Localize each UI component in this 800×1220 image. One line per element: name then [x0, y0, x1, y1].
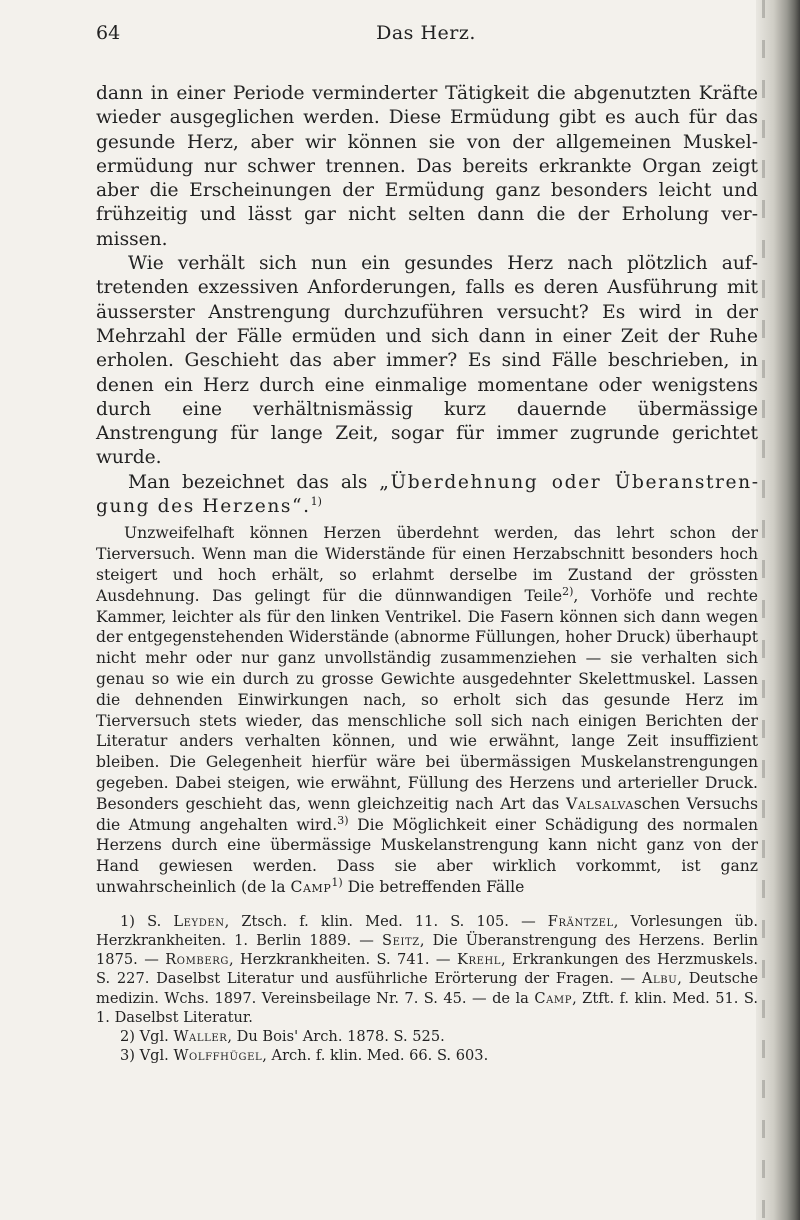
footnotes	[96, 912, 758, 1066]
author-krehl: Krehl	[456, 951, 502, 969]
author-valsalva: Valsalva	[565, 794, 634, 813]
fn3-text-a: 3) Vgl.	[120, 1047, 174, 1065]
fn1-text-b: , Ztsch. f. klin. Med. 11. S. 105. —	[224, 912, 548, 930]
small-text-1: Unzweifelhaft können Herzen überdehnt werden, das lehrt schon der Tierversuch. Wenn man die Widerstände für einen Herzabschnitt besonders hoch steigert und hoch erhält, so erlahmt derselbe im Zustand der grössten Ausdehnung. Das gelingt für die dünnwandigen Teile	[96, 524, 758, 605]
footnote-ref-2: 2)	[562, 584, 574, 598]
fn1-text-f: , Erkrankungen des Herzmuskels. S. 227. Daselbst Literatur und ausführliche Erörterung der Fragen. —	[96, 951, 758, 988]
small-text-2: , Vorhöfe und rechte Kammer, leichter als für den linken Ventrikel. Die Fasern können sich dann wegen der entgegenstehenden Widerstände (abnorme Füllungen, hoher Druck) überhaupt nicht mehr oder nur ganz unvollständig zusammenziehen — sie verhalten sich genau so wie ein durch zu grosse Gewichte ausgedehnter Skelettmuskel. Lassen die dehnenden Einwirkungen nach, so erholt sich das gesunde Herz im Tierversuch stets wieder, das menschliche soll sich nach einigen Berichten der Literatur anders verhalten können, und wie erwähnt, lange Zeit insuffizient bleiben. Die Gelegenheit hierfür wäre bei übermässigen Muskelanstrengungen gegeben. Dabei steigen, wie erwähnt, Füllung des Herzens und arterieller Druck. Besonders geschieht das, wenn gleichzeitig nach Art das	[96, 586, 759, 813]
author-romberg: Romberg	[165, 951, 229, 969]
author-albu: Albu	[641, 970, 678, 988]
page-number: 64	[96, 22, 121, 44]
paragraph-1: dann in einer Periode verminderter Tätigkeit die abgenutzten Kräfte wieder ausgeglichen werden. Diese Ermüdung gibt es auch für das gesunde Herz, aber wir können sie von der allgemeinen Muskelermüdung nur schwer trennen. Das bereits erkrankte Organ zeigt aber die Erscheinungen der Ermüdung ganz besonders leicht und frühzeitig und lässt gar nicht selten dann die der Erholung vermissen.	[96, 83, 758, 250]
footnote-3	[96, 1046, 758, 1065]
author-seitz: Seitz	[381, 931, 420, 949]
author-camp-footnote: Camp	[534, 989, 573, 1007]
footnote-ref-3: 3)	[337, 813, 349, 827]
footnote-1	[96, 912, 758, 1027]
author-wolffhuegel: Wolffhügel	[173, 1047, 263, 1065]
small-text-5: Die betreffenden Fälle	[342, 877, 525, 896]
footnote-2	[96, 1027, 758, 1046]
page-content	[96, 82, 758, 1065]
book-binding-edge	[756, 0, 800, 1220]
author-leyden: Leyden	[173, 912, 225, 930]
page-header	[96, 22, 756, 48]
small-text-3: schen Versuchs die Atmung angehalten wird.	[96, 794, 758, 834]
fn1-text-d: , Die Überanstrengung des Herzens. Berlin 1875. —	[96, 931, 758, 969]
fn1-text-a: 1) S.	[120, 912, 174, 930]
highlighted-term: „Überdehnung oder Überanstrengung des Herzens“.	[96, 471, 758, 518]
author-camp: Camp	[290, 877, 332, 896]
fn3-text-b: , Arch. f. klin. Med. 66. S. 603.	[262, 1047, 489, 1065]
fn2-text-b: , Du Bois' Arch. 1878. S. 525.	[227, 1027, 445, 1045]
fn1-text-e: , Herzkrankheiten. S. 741. —	[229, 951, 457, 969]
running-title: Das Herz.	[376, 22, 476, 44]
small-paragraph	[96, 523, 758, 897]
paragraph-2: Wie verhält sich nun ein gesundes Herz nach plötzlich auftretenden exzessiven Anforderungen, falls es deren Ausführung mit äusserster Anstrengung durchzuführen versucht? Es wird in der Mehrzahl der Fälle ermüden und sich dann in einer Zeit der Ruhe erholen. Geschieht das aber immer? Es sind Fälle beschrieben, in denen ein Herz durch eine einmalige momentane oder wenigstens durch eine verhältnismässig kurz dauernde übermässige Anstrengung für lange Zeit, sogar für immer zugrunde gerichtet wurde.	[96, 253, 758, 469]
footnote-ref-1b: 1)	[331, 875, 343, 889]
fn1-text-c: , Vorlesungen üb. Herzkrankheiten. 1. Berlin 1889. —	[96, 912, 758, 949]
small-print-section	[96, 523, 758, 897]
footnote-ref-1: 1)	[310, 494, 322, 508]
fn2-text-a: 2) Vgl.	[120, 1027, 174, 1045]
fn1-text-h: , Ztft. f. klin. Med. 51. S. 1. Daselbst Literatur.	[96, 989, 758, 1026]
paragraph-3	[96, 471, 758, 520]
author-fraentzel: Fräntzel	[547, 912, 614, 930]
main-text	[96, 82, 758, 519]
fn1-text-g: , Deutsche medizin. Wchs. 1897. Vereinsbeilage Nr. 7. S. 45. — de la	[96, 970, 759, 1007]
author-waller: Waller	[173, 1027, 228, 1045]
paragraph-3-lead: Man bezeichnet das als	[128, 471, 380, 493]
small-text-4: Die Möglichkeit einer Schädigung des normalen Herzens durch eine übermässige Muskelanstrengung kann nicht ganz von der Hand gewiesen werden. Dass sie aber wirklich vorkommt, ist ganz unwahrscheinlich (de la	[96, 815, 758, 896]
